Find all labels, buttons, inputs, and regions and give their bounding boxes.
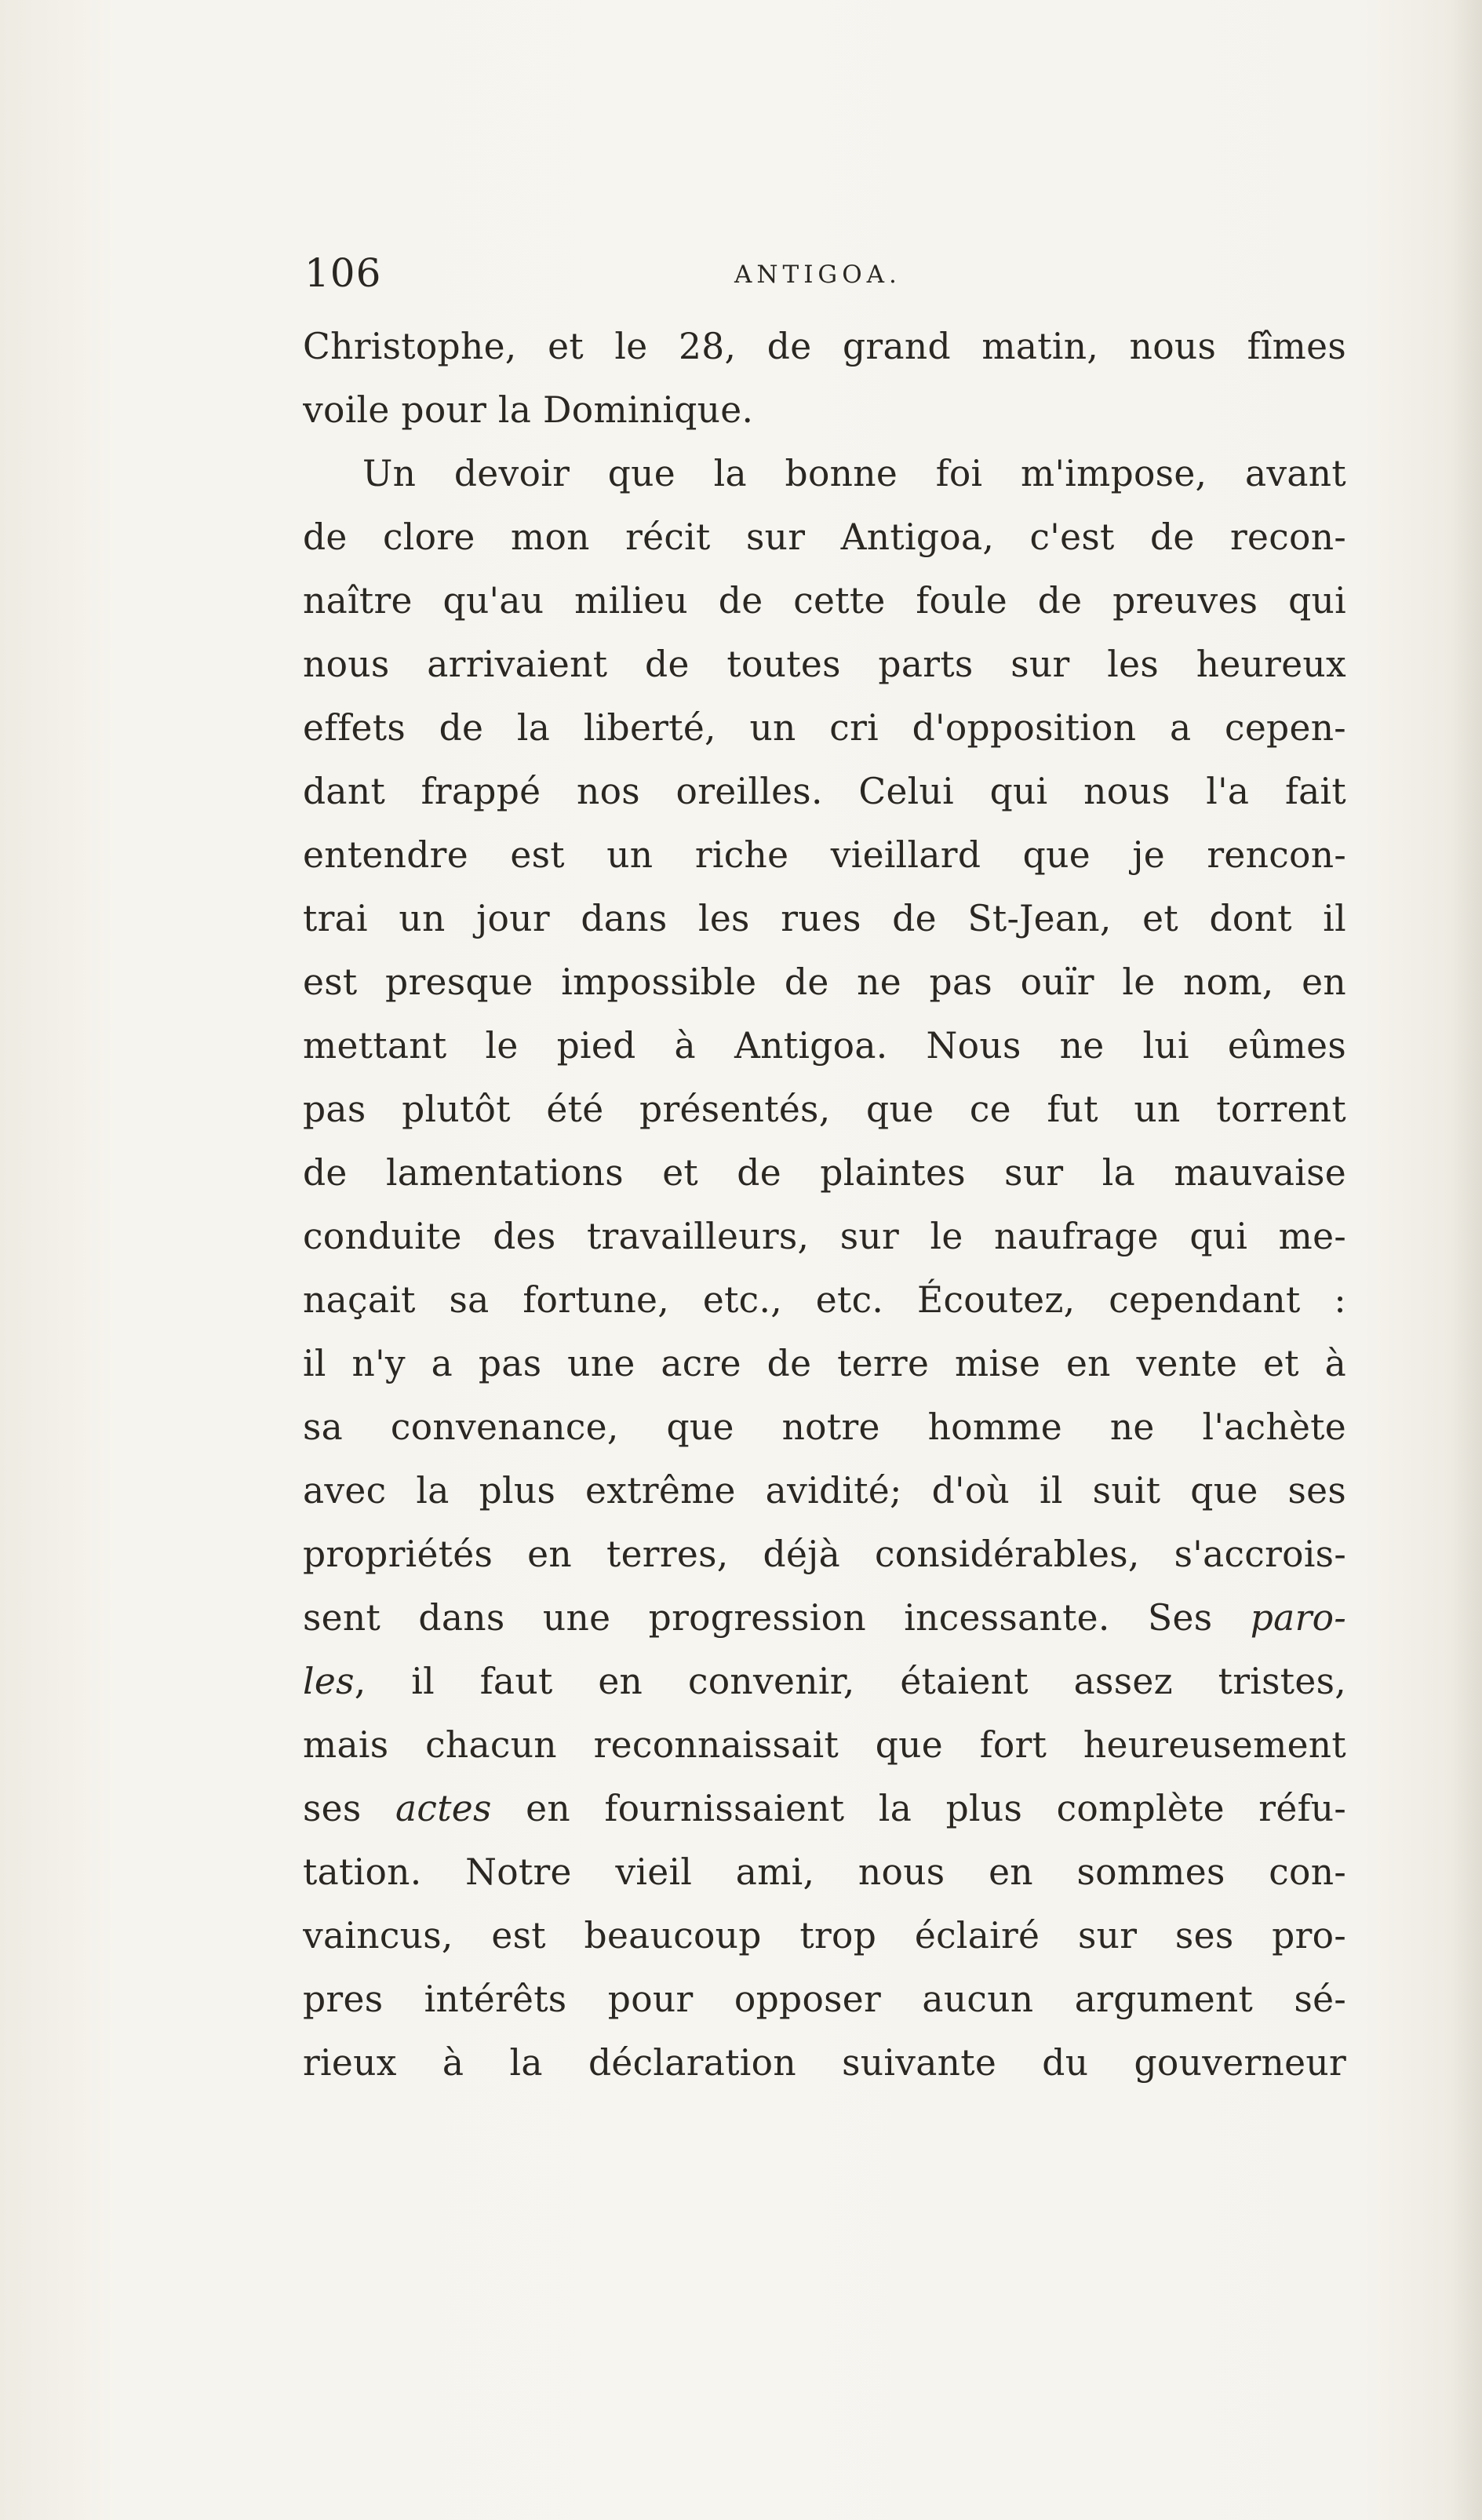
text-line: naître qu'au milieu de cette foule de preuves qui (303, 580, 1346, 622)
text-line: trai un jour dans les rues de St-Jean, et dont il (303, 898, 1346, 939)
page-edge-shadow (1451, 0, 1482, 2520)
text-line: il n'y a pas une acre de terre mise en vente et à (303, 1343, 1346, 1384)
text-line-paragraph-start: Un devoir que la bonne foi m'impose, avant (362, 453, 1346, 494)
text-line: de clore mon récit sur Antigoa, c'est de recon- (303, 516, 1346, 558)
italic-word: paro- (1250, 1597, 1346, 1639)
text-line: sa convenance, que notre homme ne l'achète (303, 1406, 1346, 1448)
text-line: voile pour la Dominique. (303, 389, 754, 431)
text-line: nous arrivaient de toutes parts sur les heureux (303, 644, 1346, 685)
text-line: de lamentations et de plaintes sur la mauvaise (303, 1152, 1346, 1194)
text-line: vaincus, est beaucoup trop éclairé sur ses pro- (303, 1915, 1346, 1957)
text-line: pres intérêts pour opposer aucun argument sé- (303, 1978, 1346, 2020)
text-line: propriétés en terres, déjà considérables, s'accrois- (303, 1534, 1346, 1575)
body-text (303, 315, 1346, 2095)
text-line: rieux à la déclaration suivante du gouverneur (303, 2042, 1346, 2084)
text-line: est presque impossible de ne pas ouïr le nom, en (303, 961, 1346, 1003)
text-line: tation. Notre vieil ami, nous en sommes con- (303, 1851, 1346, 1893)
text-segment: sent dans une progression incessante. Ses (303, 1597, 1251, 1639)
page-header (304, 250, 1348, 297)
italic-word: les (303, 1661, 355, 1702)
text-segment: ses (303, 1788, 395, 1829)
text-line: naçait sa fortune, etc., etc. Écoutez, cependant : (303, 1279, 1346, 1321)
text-line: avec la plus extrême avidité; d'où il suit que ses (303, 1470, 1346, 1512)
text-line: dant frappé nos oreilles. Celui qui nous l'a fait (303, 771, 1346, 812)
text-line: entendre est un riche vieillard que je rencon- (303, 834, 1346, 876)
text-line: conduite des travailleurs, sur le naufrage qui me- (303, 1216, 1346, 1257)
text-segment: , il faut en convenir, étaient assez tristes, (354, 1661, 1346, 1702)
text-line: effets de la liberté, un cri d'opposition a cepen- (303, 707, 1346, 749)
text-line (303, 1650, 1346, 1713)
text-line (303, 1586, 1346, 1650)
text-line: pas plutôt été présentés, que ce fut un torrent (303, 1089, 1346, 1130)
text-line: mais chacun reconnaissait que fort heureusement (303, 1724, 1346, 1766)
text-line (303, 1777, 1346, 1840)
page-number: 106 (304, 250, 382, 296)
text-line: Christophe, et le 28, de grand matin, nous fîmes (303, 326, 1346, 367)
text-line: mettant le pied à Antigoa. Nous ne lui eûmes (303, 1025, 1346, 1067)
text-segment: en fournissaient la plus complète réfu- (491, 1788, 1346, 1829)
running-head: ANTIGOA. (734, 261, 901, 289)
italic-word: actes (395, 1788, 492, 1829)
